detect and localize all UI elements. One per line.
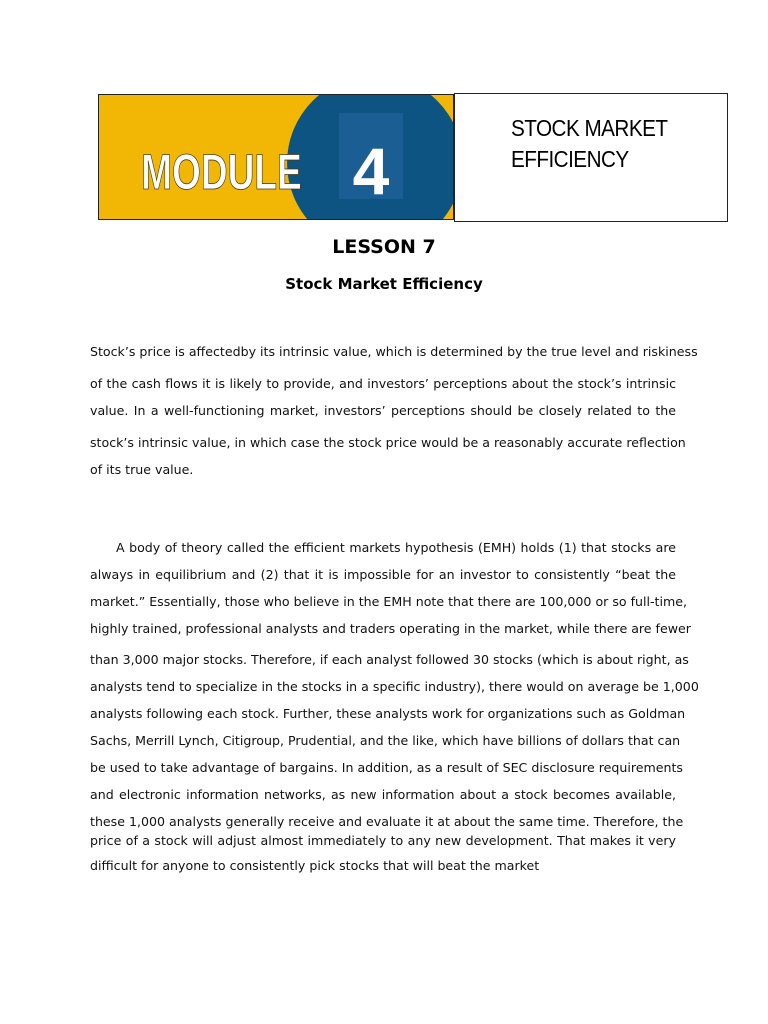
module-banner-graphic xyxy=(99,95,454,220)
paragraph-line: difficult for anyone to consistently pick stocks that will beat the market xyxy=(90,858,540,873)
module-title-box xyxy=(454,93,728,222)
paragraph-line: of the cash flows it is likely to provide, and investors’ perceptions about the stock’s intrinsic xyxy=(90,376,676,391)
paragraph-line: be used to take advantage of bargains. In addition, as a result of SEC disclosure requirements xyxy=(90,760,683,775)
paragraph-line: value. In a well-functioning market, investors’ perceptions should be closely related to the xyxy=(90,403,676,418)
paragraph-line: market.” Essentially, those who believe in the EMH note that there are 100,000 or so full-time, xyxy=(90,594,688,609)
paragraph-line: highly trained, professional analysts and traders operating in the market, while there are fewer xyxy=(90,621,691,636)
module-word: MODULE xyxy=(141,143,302,201)
module-title-line-1: STOCK MARKET xyxy=(511,115,668,141)
paragraph-line: of its true value. xyxy=(90,462,194,477)
module-number: 4 xyxy=(352,134,390,208)
lesson-label: LESSON 7 xyxy=(332,236,436,258)
paragraph-line: Sachs, Merrill Lynch, Citigroup, Prudential, and the like, which have billions of dollars that can xyxy=(90,733,681,748)
module-banner xyxy=(98,94,454,220)
paragraph-line: A body of theory called the efficient markets hypothesis (EMH) holds (1) that stocks are xyxy=(116,540,676,555)
paragraph-line: Stock’s price is affectedby its intrinsic value, which is determined by the true level and riskiness xyxy=(90,344,698,359)
paragraph-line: always in equilibrium and (2) that it is impossible for an investor to consistently “beat the xyxy=(90,567,676,582)
paragraph-line: than 3,000 major stocks. Therefore, if each analyst followed 30 stocks (which is about right, as xyxy=(90,652,689,667)
paragraph-line: stock’s intrinsic value, in which case the stock price would be a reasonably accurate reflection xyxy=(90,435,686,450)
paragraph-line: analysts following each stock. Further, these analysts work for organizations such as Goldman xyxy=(90,706,686,721)
paragraph-line: these 1,000 analysts generally receive and evaluate it at about the same time. Therefore, the xyxy=(90,814,684,829)
paragraph-line: price of a stock will adjust almost immediately to any new development. That makes it very xyxy=(90,833,676,848)
paragraph-line: analysts tend to specialize in the stocks in a specific industry), there would on average be 1,000 xyxy=(90,679,699,694)
module-title-line-2: EFFICIENCY xyxy=(511,146,629,172)
paragraph-line: and electronic information networks, as new information about a stock becomes available, xyxy=(90,787,676,802)
lesson-subtitle: Stock Market Efficiency xyxy=(285,275,483,293)
